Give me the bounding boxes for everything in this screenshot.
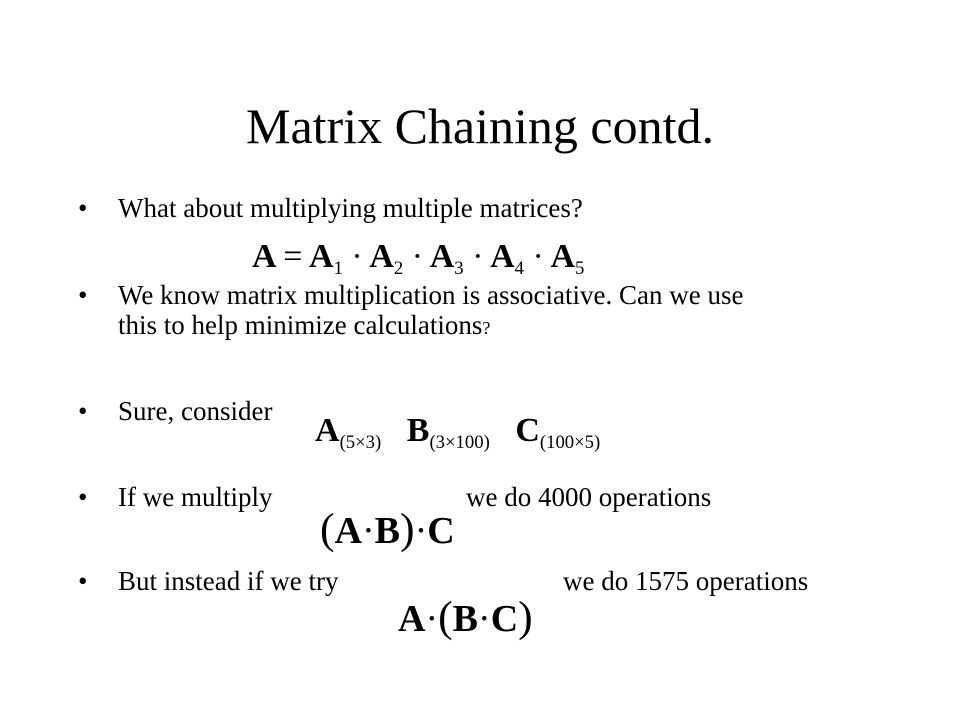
chain-equation bbox=[252, 238, 585, 279]
eq-dot: · bbox=[478, 598, 491, 640]
eq-lhs: A bbox=[252, 238, 275, 275]
matrix-a: A bbox=[398, 598, 426, 640]
bullet-icon: • bbox=[78, 280, 88, 310]
bullet-text: Sure, consider bbox=[118, 396, 273, 426]
matrix-c-dims: (100×5) bbox=[539, 431, 601, 453]
eq-dot: · bbox=[425, 598, 439, 640]
matrix-b: B bbox=[374, 510, 401, 552]
matrix-a: A bbox=[315, 412, 340, 449]
bullet-icon: • bbox=[78, 396, 88, 426]
right-assoc-equation bbox=[398, 593, 533, 641]
eq-matrix: A bbox=[429, 238, 455, 275]
eq-dot: · bbox=[414, 510, 428, 552]
close-paren: ) bbox=[400, 505, 415, 553]
bullet-continuation bbox=[118, 310, 490, 343]
bullet-icon: • bbox=[78, 193, 88, 223]
matrix-c: C bbox=[515, 412, 540, 449]
continuation-text: this to help minimize calculations bbox=[118, 310, 483, 340]
bullet-text: If we multiply bbox=[118, 482, 273, 512]
eq-subscript: 3 bbox=[454, 257, 464, 279]
eq-dot: · bbox=[362, 510, 375, 552]
eq-dot: · bbox=[411, 238, 424, 275]
eq-matrix: A bbox=[309, 238, 334, 275]
open-paren: ( bbox=[438, 593, 453, 641]
matrix-c: C bbox=[490, 598, 519, 640]
eq-equals: = bbox=[283, 238, 303, 275]
matrix-a-dims: (5×3) bbox=[339, 431, 382, 453]
eq-subscript: 2 bbox=[393, 257, 404, 279]
close-paren: ) bbox=[518, 593, 533, 641]
bullet-text: What about multiplying multiple matrices? bbox=[118, 193, 583, 223]
slide-title: Matrix Chaining contd. bbox=[246, 98, 714, 154]
eq-matrix: A bbox=[550, 238, 575, 275]
eq-dot: · bbox=[472, 238, 484, 275]
eq-dot: · bbox=[351, 238, 363, 275]
dimension-equation bbox=[315, 412, 601, 453]
bullet-trailing-text: we do 4000 operations bbox=[466, 482, 712, 512]
matrix-b: B bbox=[452, 598, 479, 640]
bullet-icon: • bbox=[78, 482, 88, 512]
matrix-a: A bbox=[334, 510, 363, 552]
eq-matrix: A bbox=[490, 238, 515, 275]
bullet-text: But instead if we try bbox=[118, 566, 339, 596]
eq-subscript: 1 bbox=[333, 257, 343, 279]
eq-matrix: A bbox=[369, 238, 394, 275]
matrix-b-dims: (3×100) bbox=[429, 431, 490, 453]
matrix-b: B bbox=[406, 412, 430, 449]
bullet-trailing-text: we do 1575 operations bbox=[563, 566, 809, 596]
open-paren: ( bbox=[320, 505, 335, 553]
eq-subscript: 4 bbox=[514, 257, 524, 279]
left-assoc-equation bbox=[320, 505, 455, 553]
bullet-icon: • bbox=[78, 566, 88, 596]
continuation-question-mark: ? bbox=[482, 318, 491, 338]
bullet-text: We know matrix multiplication is associative. Can we use bbox=[118, 280, 744, 310]
eq-subscript: 5 bbox=[575, 257, 585, 279]
eq-dot: · bbox=[532, 238, 544, 275]
matrix-c: C bbox=[427, 510, 455, 552]
